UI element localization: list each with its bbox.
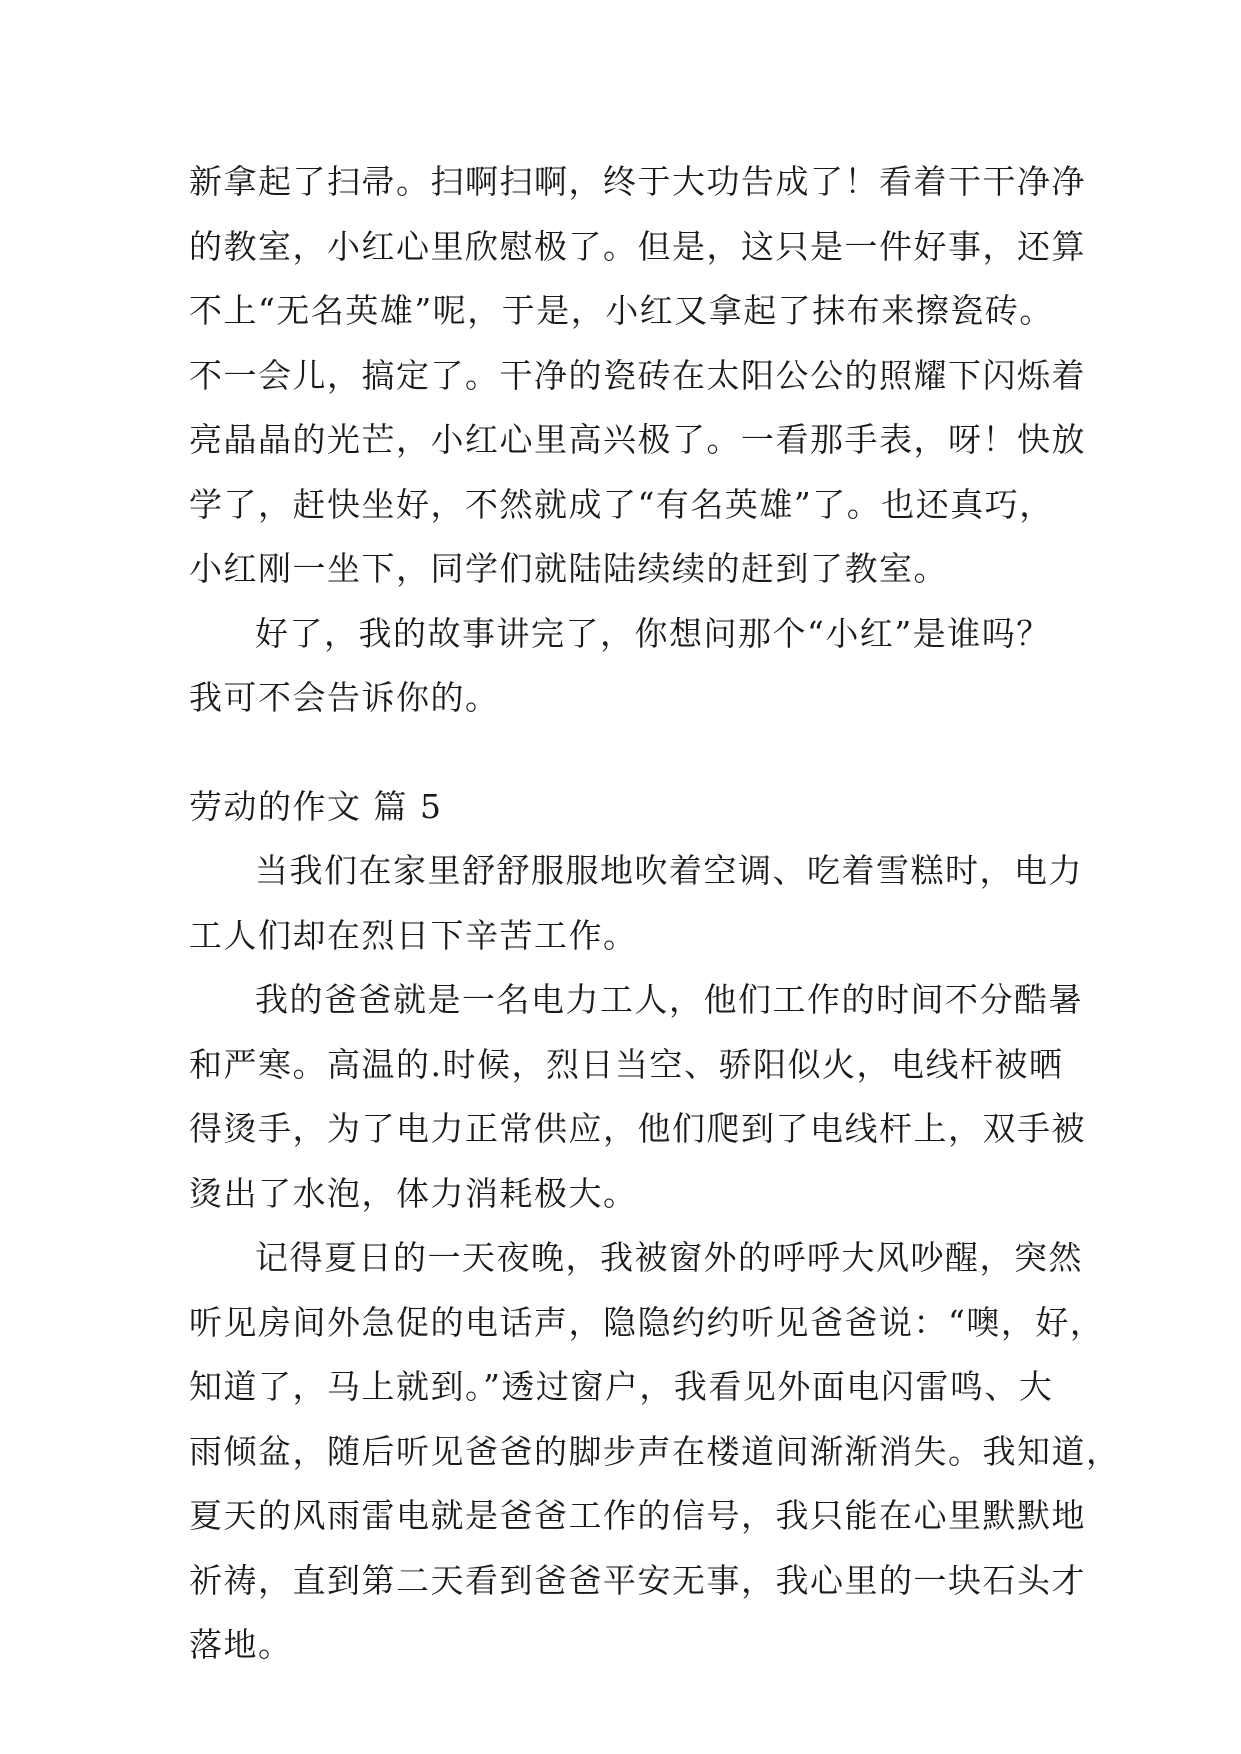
text-line: 好了，我的故事讲完了，你想问那个“小红”是谁吗？ [255, 613, 1051, 653]
continued-paragraph [189, 150, 1086, 602]
closing-paragraph [189, 602, 1069, 731]
text-line: 不一会儿，搞定了。干净的瓷砖在太阳公公的照耀下闪烁着 [189, 355, 1086, 395]
section-gap [189, 731, 1069, 775]
text-line: 雨倾盆，随后听见爸爸的脚步声在楼道间渐渐消失。我知道， [189, 1431, 1121, 1471]
text-line: 夏天的风雨雷电就是爸爸工作的信号，我只能在心里默默地 [189, 1496, 1086, 1535]
text-line: 工人们却在烈日下辛苦工作。 [189, 915, 638, 955]
text-line: 的教室，小红心里欣慰极了。但是，这只是一件好事，还算 [189, 226, 1086, 266]
text-line: 知道了，马上就到。”透过窗户，我看见外面电闪雷鸣、大 [189, 1367, 1054, 1406]
paragraph-3 [189, 1226, 1121, 1678]
text-line: 落地。 [189, 1625, 293, 1664]
text-line: 当我们在家里舒舒服服地吹着空调、吃着雪糕时，电力 [255, 851, 1083, 890]
text-line: 烫出了水泡，体力消耗极大。 [189, 1173, 638, 1213]
document-body [189, 150, 1121, 1678]
text-line: 我的爸爸就是一名电力工人，他们工作的时间不分酷暑 [255, 980, 1083, 1019]
text-line: 得烫手，为了电力正常供应，他们爬到了电线杆上，双手被 [189, 1109, 1086, 1148]
text-line: 听见房间外急促的电话声，隐隐约约听见爸爸说：“噢，好， [189, 1302, 1105, 1342]
text-line: 和严寒。高温的.时候，烈日当空、骄阳似火，电线杆被晒 [189, 1044, 1064, 1084]
text-line: 小红刚一坐下，同学们就陆陆续续的赶到了教室。 [189, 549, 948, 588]
text-line: 新拿起了扫帚。扫啊扫啊，终于大功告成了！看着干干净净 [189, 162, 1086, 201]
text-line: 我可不会告诉你的。 [189, 678, 500, 717]
paragraph-1 [189, 839, 1083, 968]
section-heading: 劳动的作文 篇 5 [189, 786, 443, 826]
paragraph-2 [189, 968, 1086, 1226]
text-line: 记得夏日的一天夜晚，我被窗外的呼呼大风吵醒，突然 [255, 1238, 1083, 1277]
text-line: 祈祷，直到第二天看到爸爸平安无事，我心里的一块石头才 [189, 1560, 1086, 1600]
text-line: 不上“无名英雄”呢，于是，小红又拿起了抹布来擦瓷砖。 [189, 291, 1054, 330]
text-line: 亮晶晶的光芒，小红心里高兴极了。一看那手表，呀！快放 [189, 420, 1086, 459]
text-line: 学了，赶快坐好，不然就成了“有名英雄”了。也还真巧， [189, 484, 1054, 524]
